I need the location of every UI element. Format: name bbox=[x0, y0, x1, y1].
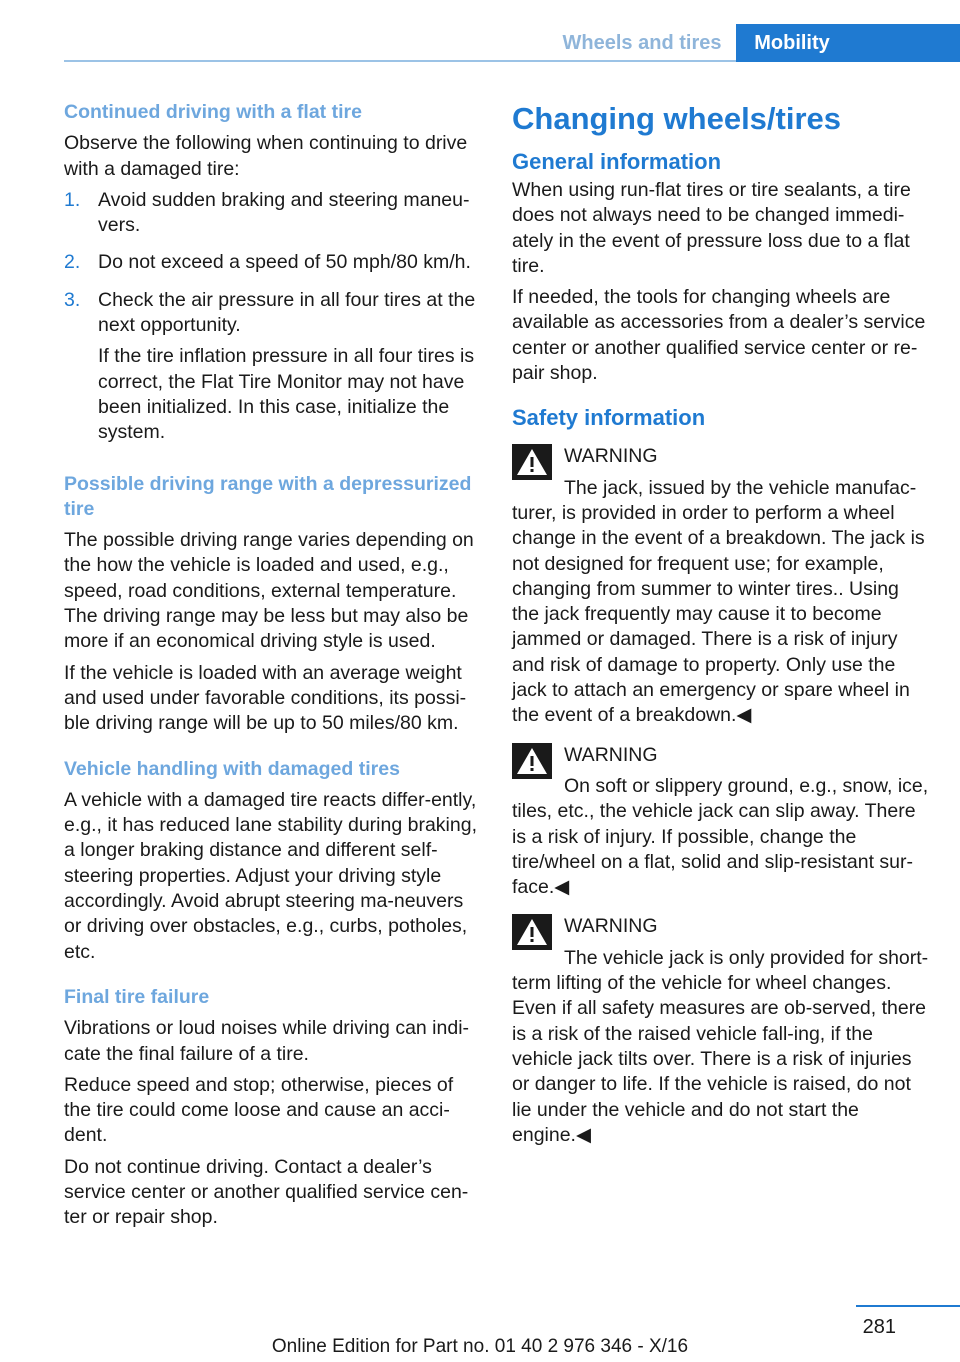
right-column bbox=[512, 100, 930, 1162]
section-tab[interactable]: Wheels and tires bbox=[562, 31, 722, 54]
driving-range-paragraph: The possible driving range varies depending on the how the vehicle is loaded and used, e.g., speed, road conditions, external temperature. The driving range may be less but may also be more if an economical driving style is used. bbox=[64, 529, 474, 653]
safety-information-heading: Safety information bbox=[512, 405, 706, 431]
flat-tire-heading: Continued driving with a flat tire bbox=[64, 101, 362, 123]
list-item bbox=[64, 288, 482, 452]
final-failure-paragraph: Do not continue driving. Contact a dealer’s service center or another qualified service cen-ter or repair shop. bbox=[64, 1155, 469, 1229]
final-failure-paragraph: Reduce speed and stop; otherwise, pieces of the tire could come loose and cause an acci-dent. bbox=[64, 1073, 454, 1147]
step-text: Do not exceed a speed of 50 mph/80 km/h. bbox=[98, 251, 471, 274]
step-note: If the tire inflation pressure in all four tires is correct, the Flat Tire Monitor may not have been initialized. In this case, initialize the system. bbox=[98, 345, 475, 444]
warning-block bbox=[512, 914, 930, 1148]
driving-range-paragraph: If the vehicle is loaded with an average weight and used under favorable conditions, its possi-ble driving range will be up to 50 miles/80 km. bbox=[64, 661, 467, 735]
step-number: 1. bbox=[64, 188, 81, 211]
warning-triangle-icon bbox=[512, 444, 552, 480]
warning-triangle-icon bbox=[512, 743, 552, 779]
step-number: 3. bbox=[64, 288, 81, 311]
warning-text: On soft or slippery ground, e.g., snow, ice, tiles, etc., the vehicle jack can slip away. There is a risk of injury. If possible, change the tire/wheel on a flat, solid and slip-resistant sur-face.◀ bbox=[512, 774, 929, 899]
warning-text: The vehicle jack is only provided for short-term lifting of the vehicle for wheel changes. Even if all safety measures are ob-served, there is a risk of the raised vehicle fall-ing, if the vehicle jack tilts over. There is a risk of injuries or danger to life. If the vehicle is raised, do not lie under the vehicle and do not start the engine.◀ bbox=[512, 946, 929, 1146]
general-information-heading: General information bbox=[512, 149, 722, 174]
footer-rule bbox=[856, 1305, 960, 1307]
vehicle-handling-paragraph: A vehicle with a damaged tire reacts differ-ently, e.g., it has reduced lane stability during braking, a longer braking distance and different self-steering properties. Adjust your driving style accordingly. Avoid abrupt steering ma-neuvers or driving over obstacles, e.g., curbs, potholes, etc. bbox=[64, 788, 477, 963]
warning-text: The jack, issued by the vehicle manufac-turer, is provided in order to perform a wheel change in the event of a breakdown. The jack is not designed for frequent use; for example, changing from summer to winter tires.. Using the jack frequently may cause it to become jammed or damaged. There is a risk of injury and risk of damage to property. Only use the jack to attach an emergency or spare wheel in the event of a breakdown.◀ bbox=[512, 476, 925, 727]
steps-list bbox=[64, 188, 482, 452]
general-information-paragraph: If needed, the tools for changing wheels are available as accessories from a dealer’s service center or another qualified service center or re-pair shop. bbox=[512, 286, 926, 385]
edition-footer: Online Edition for Part no. 01 40 2 976 346 - X/16 bbox=[271, 1336, 689, 1357]
step-number: 2. bbox=[64, 251, 81, 274]
page-title: Changing wheels/tires bbox=[512, 101, 842, 136]
step-text: Check the air pressure in all four tires at the next opportunity. bbox=[98, 288, 476, 337]
final-failure-paragraph: Vibrations or loud noises while driving can indi-cate the final failure of a tire. bbox=[64, 1017, 470, 1065]
left-column bbox=[64, 100, 482, 1237]
warning-block bbox=[512, 444, 930, 728]
header-bar-fill bbox=[848, 24, 960, 62]
warning-label: WARNING bbox=[564, 445, 658, 468]
final-failure-heading: Final tire failure bbox=[64, 985, 210, 1008]
flat-tire-intro: Observe the following when continuing to drive with a damaged tire: bbox=[64, 132, 468, 180]
page-number: 281 bbox=[862, 1316, 896, 1338]
warning-label: WARNING bbox=[564, 743, 658, 766]
list-item bbox=[64, 188, 482, 245]
list-item bbox=[64, 250, 482, 281]
warning-block bbox=[512, 743, 930, 901]
vehicle-handling-heading: Vehicle handling with damaged tires bbox=[64, 757, 400, 780]
step-text: Avoid sudden braking and steering maneu-vers. bbox=[98, 188, 470, 237]
driving-range-heading: Possible driving range with a depressurized tire bbox=[64, 472, 472, 520]
warning-triangle-icon bbox=[512, 914, 552, 950]
general-information-paragraph: When using run-flat tires or tire sealants, a tire does not always need to be changed immedi-ately in the event of pressure loss due to a flat tire. bbox=[512, 179, 911, 277]
chapter-tab[interactable]: Mobility bbox=[736, 24, 848, 62]
warning-label: WARNING bbox=[564, 915, 658, 938]
